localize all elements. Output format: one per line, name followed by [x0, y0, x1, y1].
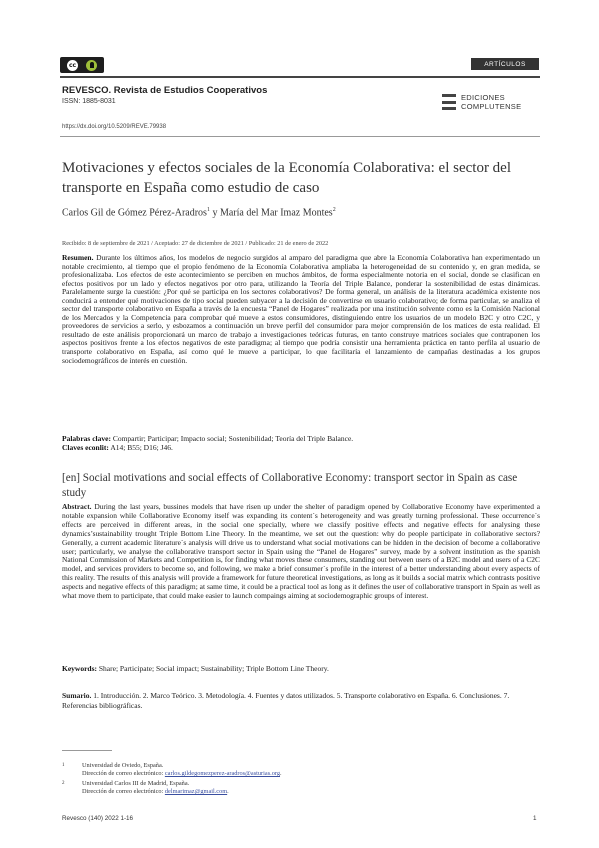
abstract-spanish [62, 254, 540, 365]
cc-icon: cc [68, 61, 77, 69]
publisher-mark-icon [442, 94, 456, 110]
attribution-icon [86, 60, 97, 71]
footnote-affiliation: Universidad Carlos III de Madrid, España. [82, 780, 190, 787]
keywords-en-label: Keywords: [62, 664, 97, 673]
abstract-en-text: During the last years, bussines models that have risen up under the shelter of paradigm opened by Collaborative Economy have experimented a notable expansion while Collaborative Economy itself was expanding its content´s heterogeneity and was greatly turning professional. These occurrence´s effects are perceived in different areas, in the social one specially, where we classify positive effects and negative effects for analysing these dynamics’sustainability trought Triple Bottom Line Theory. In the meantime, we set out the question: why do people participate in collaborative sectors? Generally, a current academic literature´s analysis will drive us to understand what social motivations can be hidden in the decision of become a collaborative user; particularly, we analyse the collaborative transport sector in Spain using the “Panel de Hogares” survey, made by a solvent institution as the spanish National Commission of Markets and Competition is, for finding what moves these consumers, standing out between users of a B2C model and users of a C2C model, and services providers to become so, and following, we make a brief consumer´s profile in the interest of a better understanding about every aspects of this reality. The results of this analysis will provide a framework for future theoretical investigations, as long as it builds a social matrix which contrasts positive aspects and negative effects of this paradigm; at same time, it could be a practical tool as long as it defines the user of collaborative transport in Spain as well as what move them to participate, that could make easier to launch compaings aiming at sociodemographic groups of interest. [62, 502, 540, 601]
doi-link[interactable]: https://dx.doi.org/10.5209/REVE.79938 [62, 124, 167, 130]
journal-issn: ISSN: 1885-8031 [62, 98, 116, 105]
econlit-text: A14; B55; D16; J46. [108, 443, 173, 452]
footnote-email-line: Dirección de correo electrónico: carlos.gildegomezperez-aradros@asturias.org. [82, 770, 282, 777]
keywords-en-text: Share; Participate; Social impact; Sustainability; Triple Bottom Line Theory. [97, 664, 329, 673]
keywords-text: Compartir; Participar; Impacto social; Sostenibilidad; Teoría del Triple Balance. [110, 434, 354, 443]
article-title: Motivaciones y efectos sociales de la Economía Colaborativa: el sector del transporte en España como estudio de caso [62, 160, 512, 196]
footnote-divider [62, 750, 112, 751]
section-tag: ARTÍCULOS [471, 58, 539, 70]
creative-commons-badge[interactable] [60, 57, 104, 73]
author-2: y María del Mar Imaz Montes [209, 207, 333, 219]
publisher-name [461, 93, 521, 111]
summary-label: Sumario. [62, 691, 92, 700]
econlit-label: Claves econlit: [62, 443, 109, 452]
footnote-email-line: Dirección de correo electrónico: delmarimaz@gmail.com. [82, 788, 229, 795]
publisher-line-2: COMPLUTENSE [461, 102, 522, 111]
footnote-number: 2 [62, 781, 65, 786]
keywords-label: Palabras clave: [62, 434, 111, 443]
abstract-english [62, 503, 540, 601]
econlit-codes [62, 443, 173, 452]
publication-dates: Recibido: 8 de septiembre de 2021 / Aceptado: 27 de diciembre de 2021 / Publicado: 21 de enero de 2022 [62, 240, 329, 247]
footnote-number: 1 [62, 763, 65, 768]
author-2-note[interactable]: 2 [332, 207, 336, 213]
author-1-note[interactable]: 1 [206, 207, 210, 213]
footnote-1 [62, 762, 532, 778]
page-citation: Revesco (140) 2022 1-16 [62, 815, 134, 822]
keywords-english [62, 664, 329, 673]
email-link[interactable]: delmarimaz@gmail.com [164, 788, 228, 795]
footnote-2 [62, 780, 532, 796]
authors [62, 207, 336, 218]
email-link[interactable]: carlos.gildegomezperez-aradros@asturias.org [164, 770, 281, 777]
publisher-line-1: EDICIONES [461, 93, 505, 102]
abstract-text: Durante los últimos años, los modelos de negocio surgidos al amparo del paradigma que abre la Economía Colaborativa han experimentado un notable crecimiento, al tiempo que el propio fenómeno de la Economía Colaborativa ampliaba la heterogeneidad de su contenido y, en gran medida, se profesionalizaba. Los efectos de este acontecimiento se perciben en muchos ámbitos, de forma especialmente notoria en el social, donde se clasifican en efectos positivos por un lado y efectos negativos por otro para, utilizando la Teoría del Triple Balance, ponderar la sostenibilidad de estas dinámicas. Paralelamente surge la cuestión: ¿Por qué se participa en los sectores colaborativos? De forma general, un análisis de la literatura académica existente nos conducirá a entender qué motivaciones de tipo social pueden subyacer a la decisión de convertirse en usuario colaborativo; de forma particular, se analiza el sector del transporte colaborativo en España a través de la encuesta “Panel de Hogares” realizada por una institución solvente como es la Comisión Nacional de los Mercados y la Competencia para comprobar qué mueve a estos consumidores, distinguiendo entre los usuarios de un modelo B2C y otro C2C, y proveedores de servicios a serlo, y esbozamos a continuación un breve perfil del consumidor para mejor comprensión de los matices de esta realidad. El resultado de este análisis proporcionará un marco de trabajo a investigaciones teóricas futuras, en tanto construye matrices sociales que contraponen los aspectos positivos frente a los efectos negativos de este paradigma; al tiempo que podría consistir una herramienta práctica en tanto perfila al usuario de transporte colaborativo en España, así como qué le mueve a participar, lo que facilitaría el lanzamiento de campañas destinadas a los grupos sociodemográficos de interés en cuestión. [62, 253, 540, 365]
page-number: 1 [533, 815, 537, 822]
title-divider [60, 136, 540, 137]
header-divider [60, 76, 540, 78]
author-1: Carlos Gil de Gómez Pérez-Aradros [62, 207, 207, 219]
summary [62, 691, 540, 710]
summary-text: 1. Introducción. 2. Marco Teórico. 3. Metodología. 4. Fuentes y datos utilizados. 5. Transporte colaborativo en España. 6. Conclusiones. 7. Referencias bibliográficas. [62, 691, 510, 710]
keywords-spanish [62, 434, 353, 443]
abstract-label: Resumen. [62, 253, 94, 262]
english-title: [en] Social motivations and social effects of Collaborative Economy: transport sector in Spain as case study [62, 472, 518, 499]
publisher-logo [442, 93, 521, 111]
abstract-en-label: Abstract. [62, 502, 92, 511]
footnote-affiliation: Universidad de Oviedo, España. [82, 762, 164, 769]
journal-title: REVESCO. Revista de Estudios Cooperativos [62, 85, 268, 96]
